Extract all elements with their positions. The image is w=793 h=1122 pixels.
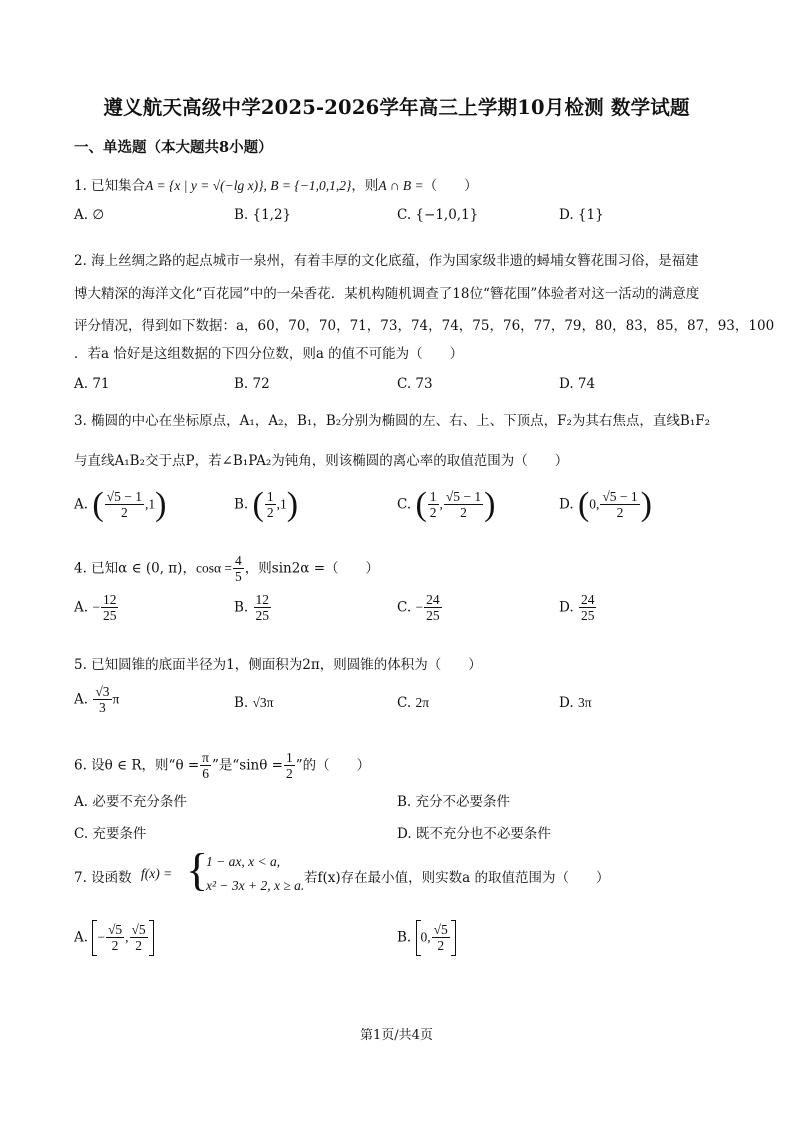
q4-option-a-label: A. [74, 599, 89, 616]
q2-option-c[interactable]: C. 73 [397, 376, 433, 392]
numerator: 1 [429, 489, 437, 504]
numerator: √5 [107, 922, 123, 937]
q7-option-a-label: A. [74, 929, 89, 946]
q4-cos: cosα = [195, 560, 233, 576]
denominator: 6 [202, 766, 209, 781]
q6-text-b: ”是“sinθ = [212, 757, 283, 774]
q7-b-head: 0, [420, 929, 431, 945]
q1-option-c[interactable]: C. {−1,0,1} [397, 207, 479, 223]
q3-option-b[interactable] [234, 488, 298, 522]
q5-option-a[interactable] [74, 684, 119, 716]
numerator: √5 − 1 [445, 489, 482, 504]
denominator: 2 [120, 505, 128, 520]
denominator: 2 [111, 938, 119, 953]
numerator: 12 [255, 592, 270, 607]
q3-d-head: 0, [589, 496, 600, 512]
q4-option-d[interactable] [559, 592, 597, 624]
q5-option-c[interactable] [397, 695, 429, 711]
q7-case-2: x² − 3x + 2, x ≥ a. [206, 878, 305, 893]
denominator: 2 [437, 938, 445, 953]
q3-a-tail: ,1 [144, 496, 156, 512]
q4-text-a: 4. 已知α ∈ (0, π)， [74, 560, 196, 577]
question-4 [74, 553, 379, 585]
q5-option-d-label: D. [559, 695, 574, 711]
q4-b-fraction [254, 592, 272, 624]
q5-option-b[interactable] [234, 695, 274, 711]
section-heading: 一、单选题（本大题共8小题） [74, 139, 273, 156]
q5-d-value: 3π [577, 695, 592, 710]
sign: − [415, 599, 424, 615]
denominator: 2 [266, 505, 274, 520]
right-paren: ) [640, 486, 652, 523]
q4-d-fraction [579, 592, 597, 624]
denominator: 2 [429, 505, 437, 520]
q3-option-b-label: B. [234, 496, 249, 513]
right-bracket [149, 920, 154, 956]
minus: − [97, 929, 105, 945]
q4-a-fraction [101, 592, 119, 624]
q6-fraction-pi-6 [200, 750, 211, 782]
q3-option-a[interactable] [74, 488, 166, 522]
q7-case-1: 1 − ax, x < a, [206, 854, 281, 869]
q2-line-4: ．若a 恰好是这组数据的下四分位数，则a 的值不可能为（ ） [74, 346, 464, 362]
comma: , [439, 496, 443, 512]
q1-prefix: 1. 已知集合 [74, 178, 146, 194]
q3-d-fraction [600, 489, 639, 521]
numerator: 12 [102, 592, 117, 607]
q1-option-a[interactable]: A. ∅ [74, 207, 105, 223]
q2-line-3: 评分情况，得到如下数据：a，60，70，70，71，73，74，74，75，76，77，79，80，83，85，87，93，100 [74, 318, 775, 334]
q3-line-1: 3. 椭圆的中心在坐标原点，A₁，A₂，B₁，B₂分别为椭圆的左、右、上、下顶点，F₂为其右焦点，直线B₁F₂ [74, 413, 711, 429]
q4-option-d-label: D. [559, 599, 574, 616]
numerator: √5 [131, 922, 146, 937]
q3-option-a-label: A. [74, 496, 89, 513]
q3-option-c[interactable] [397, 488, 496, 522]
q4-option-c[interactable] [397, 592, 443, 624]
q7-a-fraction-2 [130, 922, 148, 954]
page-title: 遵义航天高级中学2025-2026学年高三上学期10月检测 数学试题 [103, 96, 690, 119]
q5-a-fraction [93, 684, 111, 716]
denominator: 2 [460, 505, 467, 520]
q7-fx: f(x) = [141, 866, 173, 881]
numerator: 4 [235, 553, 242, 568]
right-paren: ) [484, 486, 496, 523]
q3-c-fraction-2 [444, 489, 483, 521]
q3-option-d-label: D. [559, 496, 574, 513]
q5-b-value: √3π [252, 695, 274, 710]
q4-option-b[interactable] [234, 592, 272, 624]
numerator: √5 − 1 [602, 489, 638, 504]
denominator: 25 [426, 608, 440, 623]
q4-option-c-label: C. [397, 599, 412, 616]
q4-cos-fraction [233, 553, 244, 585]
q5-option-b-label: B. [234, 695, 249, 711]
q6-text-a: 6. 设θ ∈ R，则“θ = [74, 757, 200, 774]
q7-option-b[interactable] [397, 920, 456, 956]
piecewise-brace: { [186, 844, 209, 895]
comma: , [125, 929, 129, 945]
numerator: 1 [266, 489, 274, 504]
pi: π [112, 691, 120, 707]
q6-text-c: ”的（ ） [295, 757, 371, 774]
q5-option-d[interactable] [559, 695, 592, 711]
numerator: 24 [426, 592, 440, 607]
q3-option-c-label: C. [397, 496, 412, 513]
q1-option-b[interactable]: B. {1,2} [234, 207, 292, 223]
right-paren: ) [155, 486, 167, 523]
denominator: 2 [135, 938, 142, 953]
q4-c-fraction [424, 592, 442, 624]
numerator: √3 [95, 684, 110, 699]
q6-option-d[interactable]: D. 既不充分也不必要条件 [397, 826, 551, 842]
numerator: √5 [433, 922, 448, 937]
q4-option-b-label: B. [234, 599, 249, 616]
question-1 [74, 174, 478, 194]
q1-suffix: ，则 [351, 178, 379, 194]
q7-prefix: 7. 设函数 [74, 870, 132, 886]
denominator: 25 [255, 608, 270, 623]
denominator: 2 [616, 505, 624, 520]
q1-paren: （ ） [423, 178, 478, 194]
q2-option-b[interactable]: B. 72 [234, 376, 270, 392]
denominator: 25 [102, 608, 117, 623]
q7-suffix: 若f(x)存在最小值，则实数a 的取值范围为（ ） [304, 870, 610, 886]
q7-a-fraction-1 [106, 922, 124, 954]
denominator: 3 [99, 700, 106, 715]
question-5: 5. 已知圆锥的底面半径为1，侧面积为2π，则圆锥的体积为（ ） [74, 657, 482, 673]
q4-option-a[interactable] [74, 592, 119, 624]
left-paren: ( [415, 486, 427, 523]
q6-fraction-1-2 [284, 750, 295, 782]
q6-option-a[interactable]: A. 必要不充分条件 [74, 794, 187, 810]
left-paren: ( [577, 486, 590, 523]
q5-option-c-label: C. [397, 695, 412, 711]
q2-line-1: 2. 海上丝绸之路的起点城市一泉州，有着丰厚的文化底蕴，作为国家级非遗的蟳埔女簪花围习俗，是福建 [74, 253, 699, 269]
q2-option-a[interactable]: A. 71 [74, 376, 110, 392]
denominator: 25 [580, 608, 595, 623]
q3-b-tail: ,1 [276, 496, 287, 512]
numerator: π [202, 750, 209, 765]
right-bracket [451, 920, 456, 956]
q5-c-value: 2π [415, 695, 430, 710]
q6-option-c[interactable]: C. 充要条件 [74, 826, 147, 842]
q3-a-fraction [105, 489, 144, 521]
page-footer: 第1页/共4页 [360, 1028, 433, 1043]
question-6 [74, 750, 370, 782]
numerator: √5 − 1 [106, 489, 142, 504]
left-paren: ( [92, 486, 104, 523]
denominator: 5 [235, 569, 242, 584]
q1-option-d[interactable]: D. {1} [559, 207, 604, 223]
left-paren: ( [252, 486, 264, 523]
q4-text-b: ，则sin2α =（ ） [244, 560, 380, 577]
denominator: 2 [285, 766, 293, 781]
q3-line-2: 与直线A₁B₂交于点P，若∠B₁PA₂为钝角，则该椭圆的离心率的取值范围为（ ） [74, 453, 569, 469]
q7-option-b-label: B. [397, 929, 412, 946]
q2-option-d[interactable]: D. 74 [559, 376, 596, 392]
q3-b-fraction [265, 489, 276, 521]
numerator: 24 [580, 592, 595, 607]
sign: − [92, 599, 100, 615]
q5-option-a-label: A. [74, 691, 89, 708]
numerator: 1 [285, 750, 293, 765]
q3-c-fraction-1 [428, 489, 439, 521]
q1-sets: A = {x | y = √(−lg x)}, B = {−1,0,1,2} [145, 178, 352, 193]
q1-expr: A ∩ B = [378, 178, 424, 193]
q3-option-d[interactable] [559, 488, 652, 522]
q2-line-2: 博大精深的海洋文化“百花园”中的一朵香花．某机构随机调查了18位“簪花围”体验者对这一活动的满意度 [74, 286, 700, 302]
q6-option-b[interactable]: B. 充分不必要条件 [397, 794, 511, 810]
q7-b-fraction [432, 922, 450, 954]
right-paren: ) [286, 486, 299, 523]
q7-option-a[interactable] [74, 920, 154, 956]
